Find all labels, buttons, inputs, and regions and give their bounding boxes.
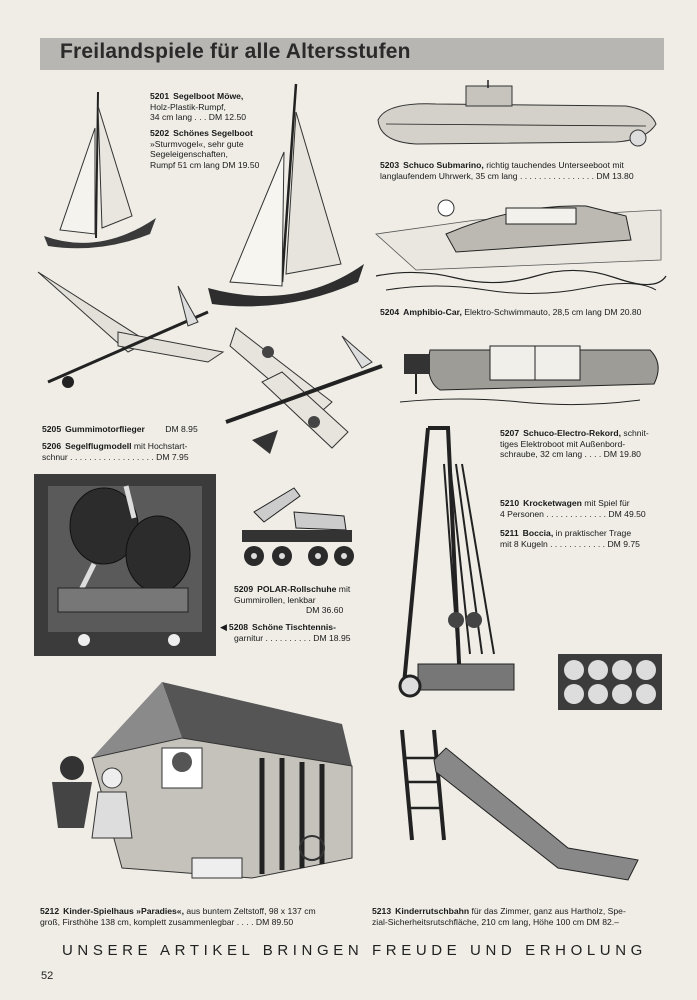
caption-5209: 5209 POLAR-Rollschuhe mit Gummirollen, lenkbar DM 36.60 bbox=[234, 584, 351, 616]
table-tennis-set-illustration bbox=[34, 474, 220, 660]
sailboat-small-illustration bbox=[40, 88, 160, 258]
page-title: Freilandspiele für alle Altersstufen bbox=[60, 40, 411, 63]
submarine-illustration bbox=[376, 80, 666, 160]
boccia-carrier-illustration bbox=[556, 652, 666, 712]
caption-5208: ◀ 5208 Schöne Tischtennis- garnitur . . . . . . . . . . DM 18.95 bbox=[220, 622, 351, 643]
rubber-motor-plane-illustration bbox=[28, 262, 228, 402]
caption-5203: 5203 Schuco Submarino, richtig tauchendes Unterseeboot mit langlaufendem Uhrwerk, 35 cm lang . . . . . . . . . . . . . . . . DM 13.80 bbox=[380, 160, 634, 181]
pointer-arrow-icon: ◀ bbox=[220, 622, 227, 632]
caption-5212: 5212 Kinder-Spielhaus »Paradies«, aus buntem Zeltstoff, 98 x 137 cm groß, Firsthöhe 138 cm, komplett zusammenlegbar . . . . DM 89.50 bbox=[40, 906, 316, 927]
footer-slogan: UNSERE ARTIKEL BRINGEN FREUDE UND ERHOLUNG bbox=[62, 942, 647, 959]
caption-5213: 5213 Kinderrutschbahn für das Zimmer, ganz aus Hartholz, Spe- zial-Sicherheitsrutschfläche, 210 cm lang, Höhe 100 cm DM 82.– bbox=[372, 906, 626, 927]
electro-boat-illustration bbox=[400, 330, 670, 415]
slide-illustration bbox=[398, 728, 648, 898]
caption-5207: 5207 Schuco-Electro-Rekord, schnit- tiges Elektroboot mit Außenbord- schraube, 32 cm lang . . . . DM 19.80 bbox=[500, 428, 649, 460]
caption-5205: 5205 Gummimotorflieger DM 8.95 bbox=[42, 424, 198, 434]
caption-5206: 5206 Segelflugmodell mit Hochstart- schnur . . . . . . . . . . . . . . . . . . DM 7.95 bbox=[42, 441, 189, 462]
caption-5202: 5202 Schönes Segelboot »Sturmvogel«, sehr gute Segeleigenschaften, Rumpf 51 cm lang DM 19.50 bbox=[150, 128, 260, 170]
caption-5211: 5211 Boccia, in praktischer Trage mit 8 Kugeln . . . . . . . . . . . . DM 9.75 bbox=[500, 528, 640, 549]
caption-5204: 5204 Amphibio-Car, Elektro-Schwimmauto, 28,5 cm lang DM 20.80 bbox=[380, 307, 642, 317]
croquet-cart-illustration bbox=[398, 424, 518, 714]
play-house-illustration bbox=[22, 678, 352, 898]
page-header-bar bbox=[40, 38, 664, 70]
amphibious-car-illustration bbox=[376, 190, 666, 300]
glider-illustration bbox=[222, 322, 392, 462]
roller-skates-illustration bbox=[234, 482, 364, 572]
caption-5201: 5201 Segelboot Möwe, Holz-Plastik-Rumpf, 34 cm lang . . . DM 12.50 bbox=[150, 91, 247, 123]
caption-5210: 5210 Krocketwagen mit Spiel für 4 Personen . . . . . . . . . . . . . DM 49.50 bbox=[500, 498, 646, 519]
page-number: 52 bbox=[41, 970, 54, 982]
